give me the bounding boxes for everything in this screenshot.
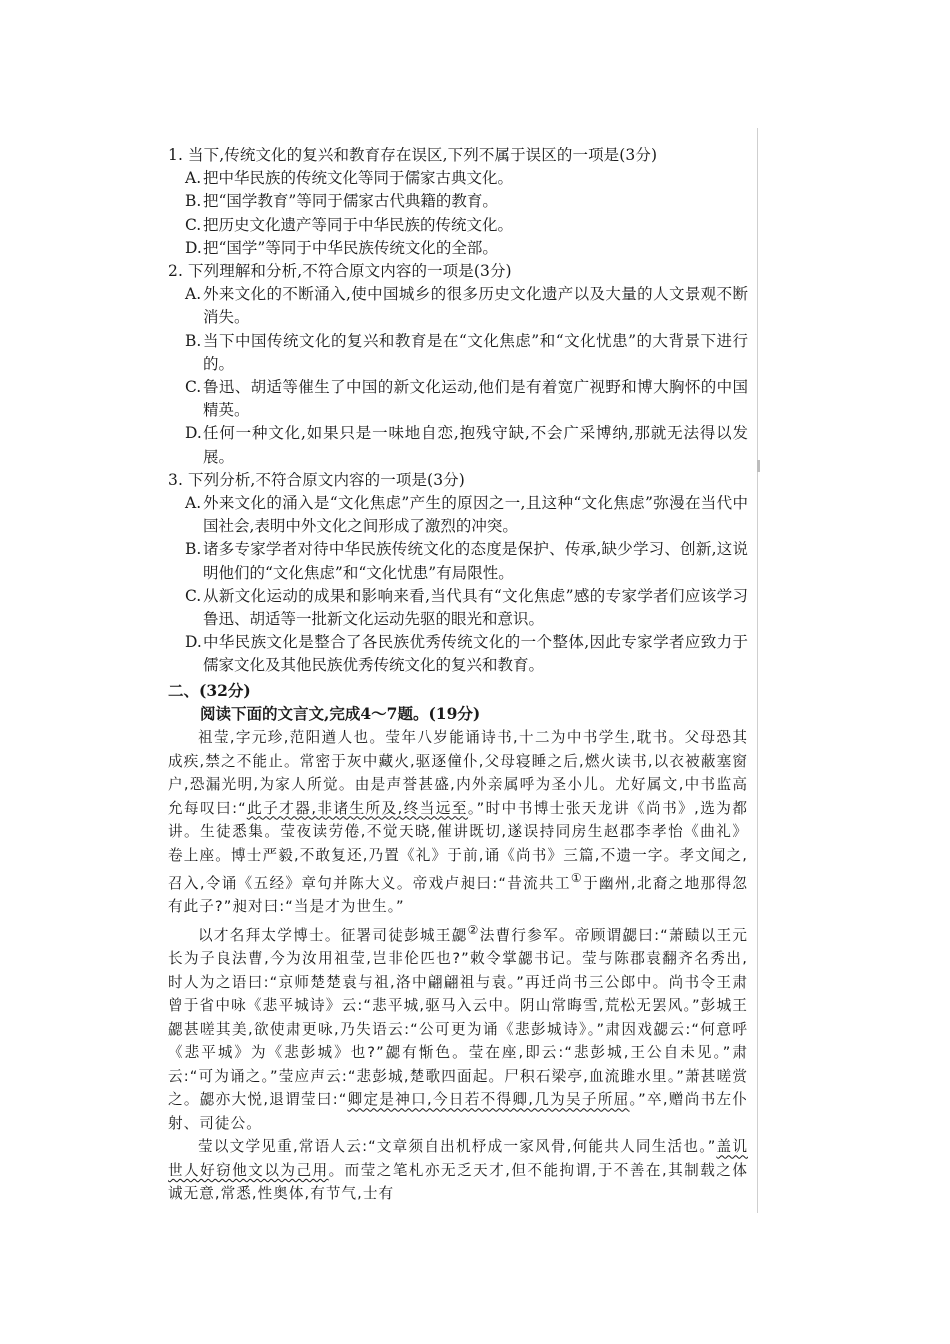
passage-paragraph-2 bbox=[168, 919, 748, 1135]
option-text: 鲁迅、胡适等催生了中国的新文化运动,他们是有着宽广视野和博大胸怀的中国精英。 bbox=[203, 378, 748, 420]
page-fold-mark bbox=[757, 460, 760, 472]
option-d bbox=[185, 631, 748, 677]
option-text: 诸多专家学者对待中华民族传统文化的态度是保护、传承,缺少学习、创新,这说明他们的“文化焦虑”和“文化忧患”有局限性。 bbox=[203, 540, 748, 582]
option-letter: A. bbox=[185, 285, 202, 304]
passage-text: 法曹行参军。帝顾谓勰曰:“萧赜以王元长为子良法曹,今为汝用祖莹,岂非伦匹也?”敕令掌勰书记。莹与陈郡袁翻齐名秀出,时人为之语曰:“京师楚楚袁与祖,洛中翩翩祖与袁。”再迁尚书三公郎中。尚书令王肃曾于省中咏《悲平城诗》云:“悲平城,驱马入云中。阴山常晦雪,荒松无罢风。”彭城王勰甚嗟其美,欲使肃更咏,乃失语云:“公可更为诵《悲彭城诗》。”肃因戏勰云:“何意呼《悲平城》为《悲彭城》也?”勰有惭色。莹在座,即云:“悲彭城,王公自未见。”肃云:“可为诵之。”莹应声云:“悲彭城,楚歌四面起。尸积石梁亭,血流雎水里。”萧甚嗟赏之。勰亦大悦,退谓莹曰:“ bbox=[168, 926, 748, 1109]
page-fold-line bbox=[757, 128, 758, 1220]
option-text: 从新文化运动的成果和影响来看,当代具有“文化焦虑”感的专家学者们应该学习鲁迅、胡适等一批新文化运动先驱的眼光和意识。 bbox=[203, 586, 748, 629]
option-b bbox=[185, 190, 748, 213]
question-3 bbox=[168, 469, 748, 678]
passage-text: 。而莹之笔札亦无乏天才,但不能拘谓,于不善在,其制载之体诚无意,常悉,性奥体,有节气,士有 bbox=[168, 1161, 748, 1203]
option-letter: A. bbox=[185, 169, 202, 188]
passage-text: 以才名拜太学博士。征署司徒彭城王勰 bbox=[198, 926, 468, 944]
option-d bbox=[185, 237, 748, 260]
passage-text: 莹以文学见重,常语人云:“文章须自出机杼成一家风骨,何能共人同生活也。” bbox=[198, 1138, 717, 1156]
option-text: 外来文化的涌入是“文化焦虑”产生的原因之一,且这种“文化焦虑”弥漫在当代中国社会,表明中外文化之间形成了激烈的冲突。 bbox=[203, 494, 748, 536]
passage-text: 。”时中书博士张天龙讲《尚书》,选为都讲。生徒悉集。莹夜读劳倦,不觉天晓,催讲既切,遂误持同房生赵郡李孝怡《曲礼》卷上座。博士严毅,不敢复还,乃置《礼》于前,诵《尚书》三篇,不遗一字。孝文闻之,召入,令诵《五经》章句并陈大义。帝戏卢昶曰:“昔流共工 bbox=[168, 799, 748, 892]
option-b bbox=[185, 538, 748, 584]
underlined-sentence: 此子才器,非诸生所及,终当远至 bbox=[246, 799, 468, 817]
option-letter: D. bbox=[185, 238, 202, 257]
underlined-sentence: 卿定是神口,今日若不得卿,几为吴子所屈 bbox=[347, 1091, 630, 1109]
section-heading: 二、(32分) bbox=[168, 680, 251, 700]
option-a bbox=[185, 167, 748, 190]
option-d bbox=[185, 422, 748, 468]
passage-text: 祖莹,字元珍,范阳遒人也。莹年八岁能诵诗书,十二为中书学生,耽书。父母恐其成疾,禁之不能止。常密于灰中藏火,驱逐僮仆,父母寝睡之后,燃火读书,以衣被蔽塞窗户,恐漏光明,为家人所觉。由是声誉甚盛,内外亲属呼为圣小儿。尤好属文,中书监高允每叹曰:“ bbox=[168, 729, 748, 817]
passage-text: 于幽州,北裔之地那得忽有此子?”昶对曰:“当是才为世生。” bbox=[168, 874, 749, 916]
option-text: 中华民族文化是整合了各民族优秀传统文化的一个整体,因此专家学者应致力于儒家文化及其他民族优秀传统文化的复兴和教育。 bbox=[203, 633, 748, 675]
footnote-marker: ① bbox=[570, 871, 584, 886]
question-stem: 3. 下列分析,不符合原文内容的一项是(3分) bbox=[168, 470, 465, 489]
footnote-marker: ② bbox=[467, 922, 480, 937]
classical-passage bbox=[168, 726, 748, 1206]
exam-content bbox=[168, 144, 748, 1206]
passage-text: 。”卒,赠尚书左仆射、司徒公。 bbox=[168, 1091, 748, 1132]
option-letter: C. bbox=[185, 586, 202, 605]
page-crop-edge bbox=[150, 1213, 770, 1253]
option-letter: A. bbox=[185, 494, 202, 513]
option-a bbox=[185, 283, 748, 329]
option-c bbox=[185, 214, 748, 237]
option-text: 当下中国传统文化的复兴和教育是在“文化焦虑”和“文化忧患”的大背景下进行的。 bbox=[203, 331, 748, 373]
question-stem: 1. 当下,传统文化的复兴和教育存在误区,下列不属于误区的一项是(3分) bbox=[168, 146, 658, 164]
question-1 bbox=[168, 144, 748, 260]
option-letter: B. bbox=[185, 540, 202, 559]
option-letter: D. bbox=[185, 633, 202, 652]
option-text: 把“国学”等同于中华民族传统文化的全部。 bbox=[203, 238, 498, 257]
option-letter: C. bbox=[185, 215, 202, 234]
passage-paragraph-3 bbox=[168, 1135, 748, 1206]
option-text: 任何一种文化,如果只是一味地自恋,抱残守缺,不会广采博纳,那就无法得以发展。 bbox=[203, 424, 748, 466]
option-letter: D. bbox=[185, 424, 202, 443]
question-2 bbox=[168, 260, 748, 469]
option-b bbox=[185, 330, 748, 376]
option-c bbox=[185, 376, 748, 422]
option-c bbox=[185, 585, 748, 631]
option-text: 外来文化的不断涌入,使中国城乡的很多历史文化遗产以及大量的人文景观不断消失。 bbox=[203, 285, 748, 327]
question-stem: 2. 下列理解和分析,不符合原文内容的一项是(3分) bbox=[168, 262, 512, 281]
option-letter: B. bbox=[185, 331, 202, 350]
option-text: 把“国学教育”等同于儒家古代典籍的教育。 bbox=[203, 192, 498, 211]
passage-paragraph-1 bbox=[168, 726, 748, 919]
option-letter: B. bbox=[185, 192, 202, 211]
section-instruction: 阅读下面的文言文,完成4～7题。(19分) bbox=[200, 703, 481, 723]
option-a bbox=[185, 492, 748, 538]
underlined-sentence: 盖讥世人好窃他文以为己用 bbox=[168, 1138, 748, 1179]
option-letter: C. bbox=[185, 378, 202, 397]
option-text: 把历史文化遗产等同于中华民族的传统文化。 bbox=[203, 215, 514, 234]
option-text: 把中华民族的传统文化等同于儒家古典文化。 bbox=[203, 169, 514, 188]
